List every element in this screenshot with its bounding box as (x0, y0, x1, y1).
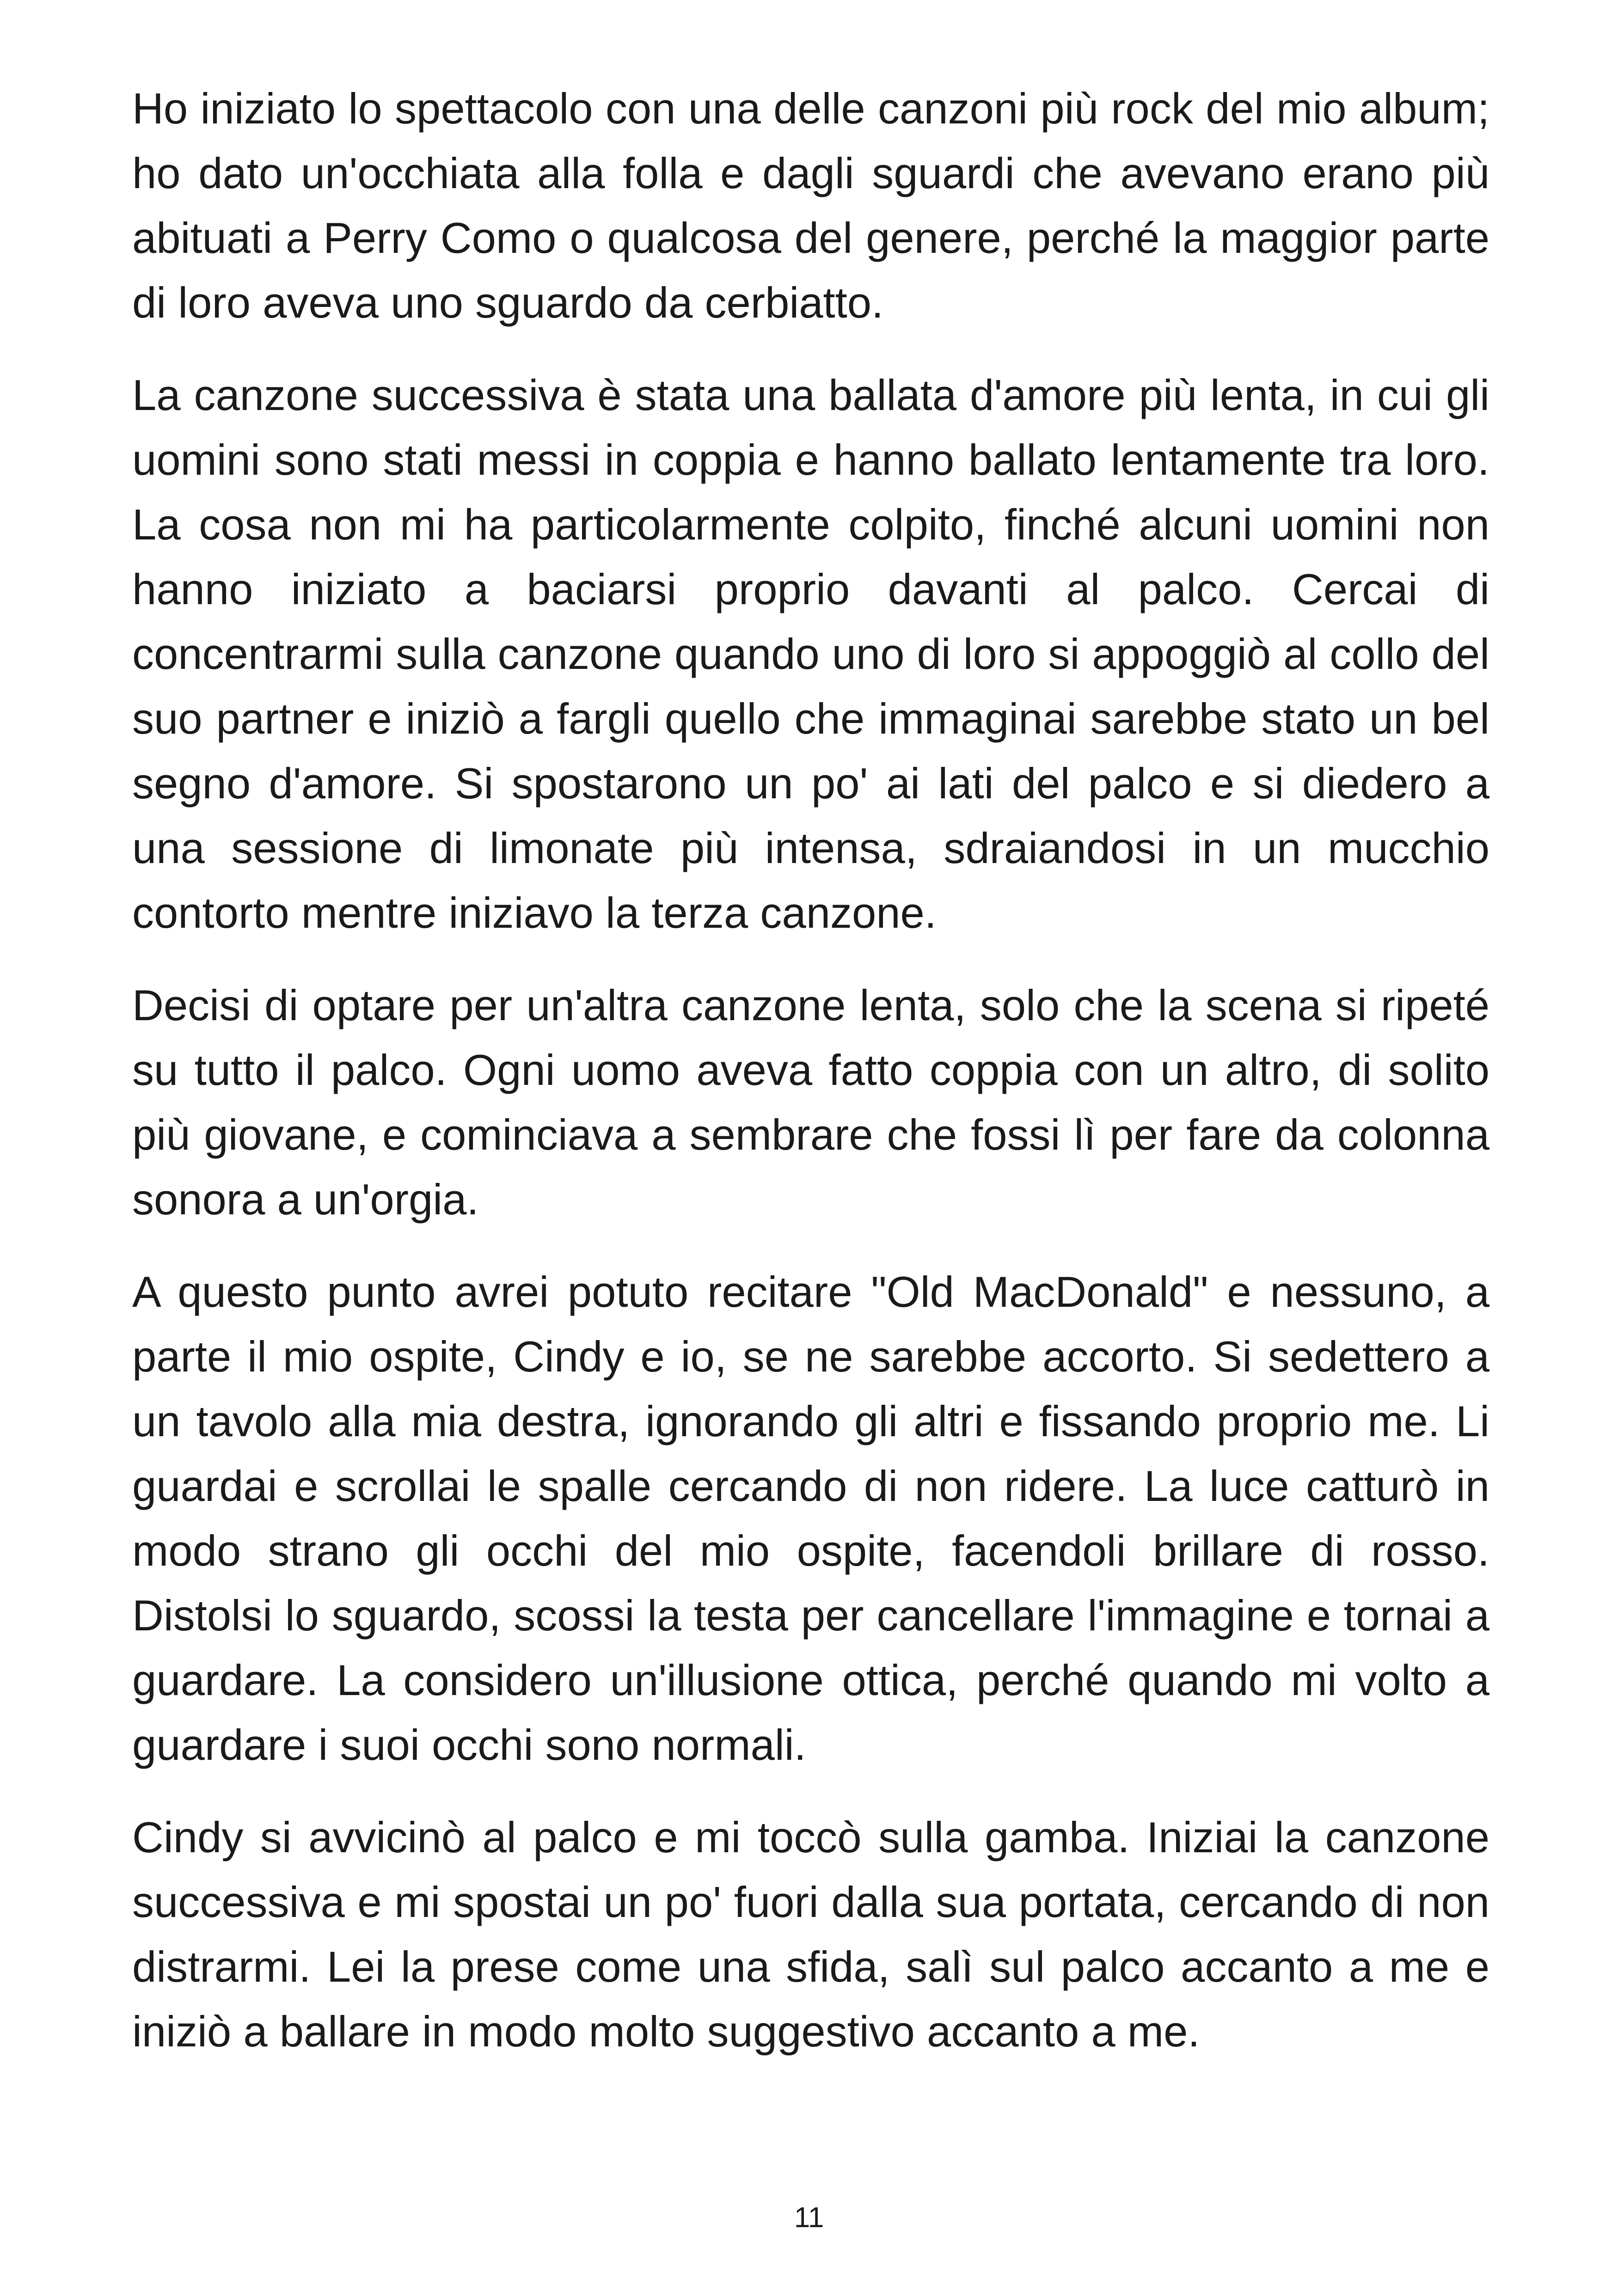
paragraph-1: Ho iniziato lo spettacolo con una delle canzoni più rock del mio album; ho dato un'occhiata alla folla e dagli sguardi che avevano erano più abituati a Perry Como o qualcosa del genere, perché la maggior parte di loro aveva uno sguardo da cerbiatto. (132, 84, 1489, 327)
paragraph-5: Cindy si avvicinò al palco e mi toccò sulla gamba. Iniziai la canzone successiva e mi spostai un po' fuori dalla sua portata, cercando di non distrarmi. Lei la prese come una sfida, salì sul palco accanto a me e iniziò a ballare in modo molto suggestivo accanto a me. (132, 1813, 1489, 2056)
page-number: 11 (794, 2202, 824, 2234)
paragraph-3: Decisi di optare per un'altra canzone lenta, solo che la scena si ripeté su tutto il palco. Ogni uomo aveva fatto coppia con un altro, di solito più giovane, e cominciava a sembrare che fossi lì per fare da colonna sonora a un'orgia. (132, 981, 1489, 1224)
paragraph-4: A questo punto avrei potuto recitare "Old MacDonald" e nessuno, a parte il mio ospite, Cindy e io, se ne sarebbe accorto. Si sedettero a un tavolo alla mia destra, ignorando gli altri e fissando proprio me. Li guardai e scrollai le spalle cercando di non ridere. La luce catturò in modo strano gli occhi del mio ospite, facendoli brillare di rosso. Distolsi lo sguardo, scossi la testa per cancellare l'immagine e tornai a guardare. La considero un'illusione ottica, perché quando mi volto a guardare i suoi occhi sono normali. (132, 1267, 1489, 1769)
paragraph-2: La canzone successiva è stata una ballata d'amore più lenta, in cui gli uomini sono stati messi in coppia e hanno ballato lentamente tra loro. La cosa non mi ha particolarmente colpito, finché alcuni uomini non hanno iniziato a baciarsi proprio davanti al palco. Cercai di concentrarmi sulla canzone quando uno di loro si appoggiò al collo del suo partner e iniziò a fargli quello che immaginai sarebbe stato un bel segno d'amore. Si spostarono un po' ai lati del palco e si diedero a una sessione di limonate più intensa, sdraiandosi in un mucchio contorto mentre iniziavo la terza canzone. (132, 371, 1489, 937)
body-text (132, 76, 1489, 2092)
